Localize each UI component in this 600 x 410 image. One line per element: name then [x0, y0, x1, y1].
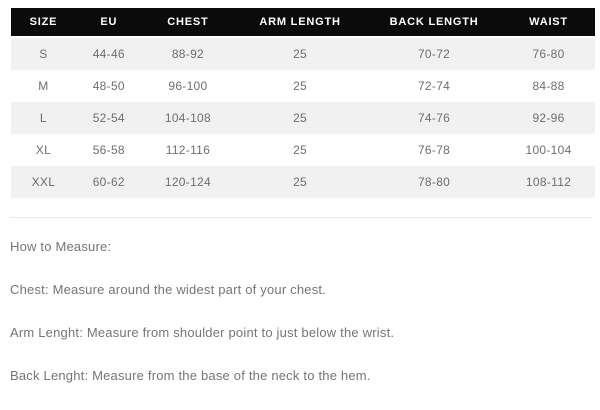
col-header-size: SIZE: [11, 8, 76, 37]
size-chart-table: [11, 8, 595, 198]
header-row: [11, 8, 595, 37]
cell-chest: 88-92: [142, 37, 234, 70]
cell-eu: 52-54: [76, 102, 142, 134]
col-header-waist: WAIST: [502, 8, 595, 37]
cell-back-length: 76-78: [417, 143, 451, 157]
cell-waist: 92-96: [502, 102, 595, 134]
section-divider: [10, 217, 592, 218]
cell-waist: 84-88: [532, 79, 565, 93]
cell-size: L: [11, 102, 76, 134]
cell-size: M: [38, 79, 49, 93]
table-row-s: [11, 37, 595, 70]
cell-back-length: 70-72: [366, 37, 502, 70]
cell-waist: 100-104: [525, 143, 572, 157]
cell-chest: 104-108: [142, 102, 234, 134]
cell-arm-length: 25: [234, 37, 366, 70]
cell-eu: 56-58: [92, 143, 125, 157]
cell-eu: 60-62: [76, 166, 142, 198]
table-row-l: [11, 102, 595, 134]
cell-size: XXL: [11, 166, 76, 198]
cell-chest: 120-124: [142, 166, 234, 198]
measure-instruction-back-length: Back Lenght: Measure from the base of the neck to the hem.: [10, 368, 371, 383]
cell-arm-length: 25: [234, 102, 366, 134]
cell-arm-length: 25: [234, 166, 366, 198]
measure-instruction-arm-length: Arm Lenght: Measure from shoulder point to just below the wrist.: [10, 325, 395, 340]
col-header-chest: CHEST: [142, 8, 234, 37]
cell-waist: 108-112: [502, 166, 595, 198]
col-header-back-length: BACK LENGTH: [366, 8, 502, 37]
cell-waist: 76-80: [502, 37, 595, 70]
table-row-xl: [11, 134, 595, 166]
col-header-eu: EU: [76, 8, 142, 37]
how-to-measure-section: [10, 238, 590, 384]
measure-instruction-chest: Chest: Measure around the widest part of your chest.: [10, 282, 327, 297]
col-header-arm-length: ARM LENGTH: [234, 8, 366, 37]
how-to-measure-title: How to Measure:: [10, 239, 112, 254]
size-chart-section: [0, 0, 600, 198]
table-row-xxl: [11, 166, 595, 198]
cell-chest: 112-116: [165, 143, 211, 157]
cell-eu: 48-50: [92, 79, 125, 93]
cell-back-length: 74-76: [366, 102, 502, 134]
table-row-m: [11, 70, 595, 102]
cell-size: S: [11, 37, 76, 70]
cell-size: XL: [35, 143, 52, 157]
cell-back-length: 72-74: [417, 79, 451, 93]
cell-arm-length: 25: [293, 143, 308, 157]
cell-eu: 44-46: [76, 37, 142, 70]
cell-back-length: 78-80: [366, 166, 502, 198]
cell-chest: 96-100: [168, 79, 208, 93]
cell-arm-length: 25: [293, 79, 308, 93]
